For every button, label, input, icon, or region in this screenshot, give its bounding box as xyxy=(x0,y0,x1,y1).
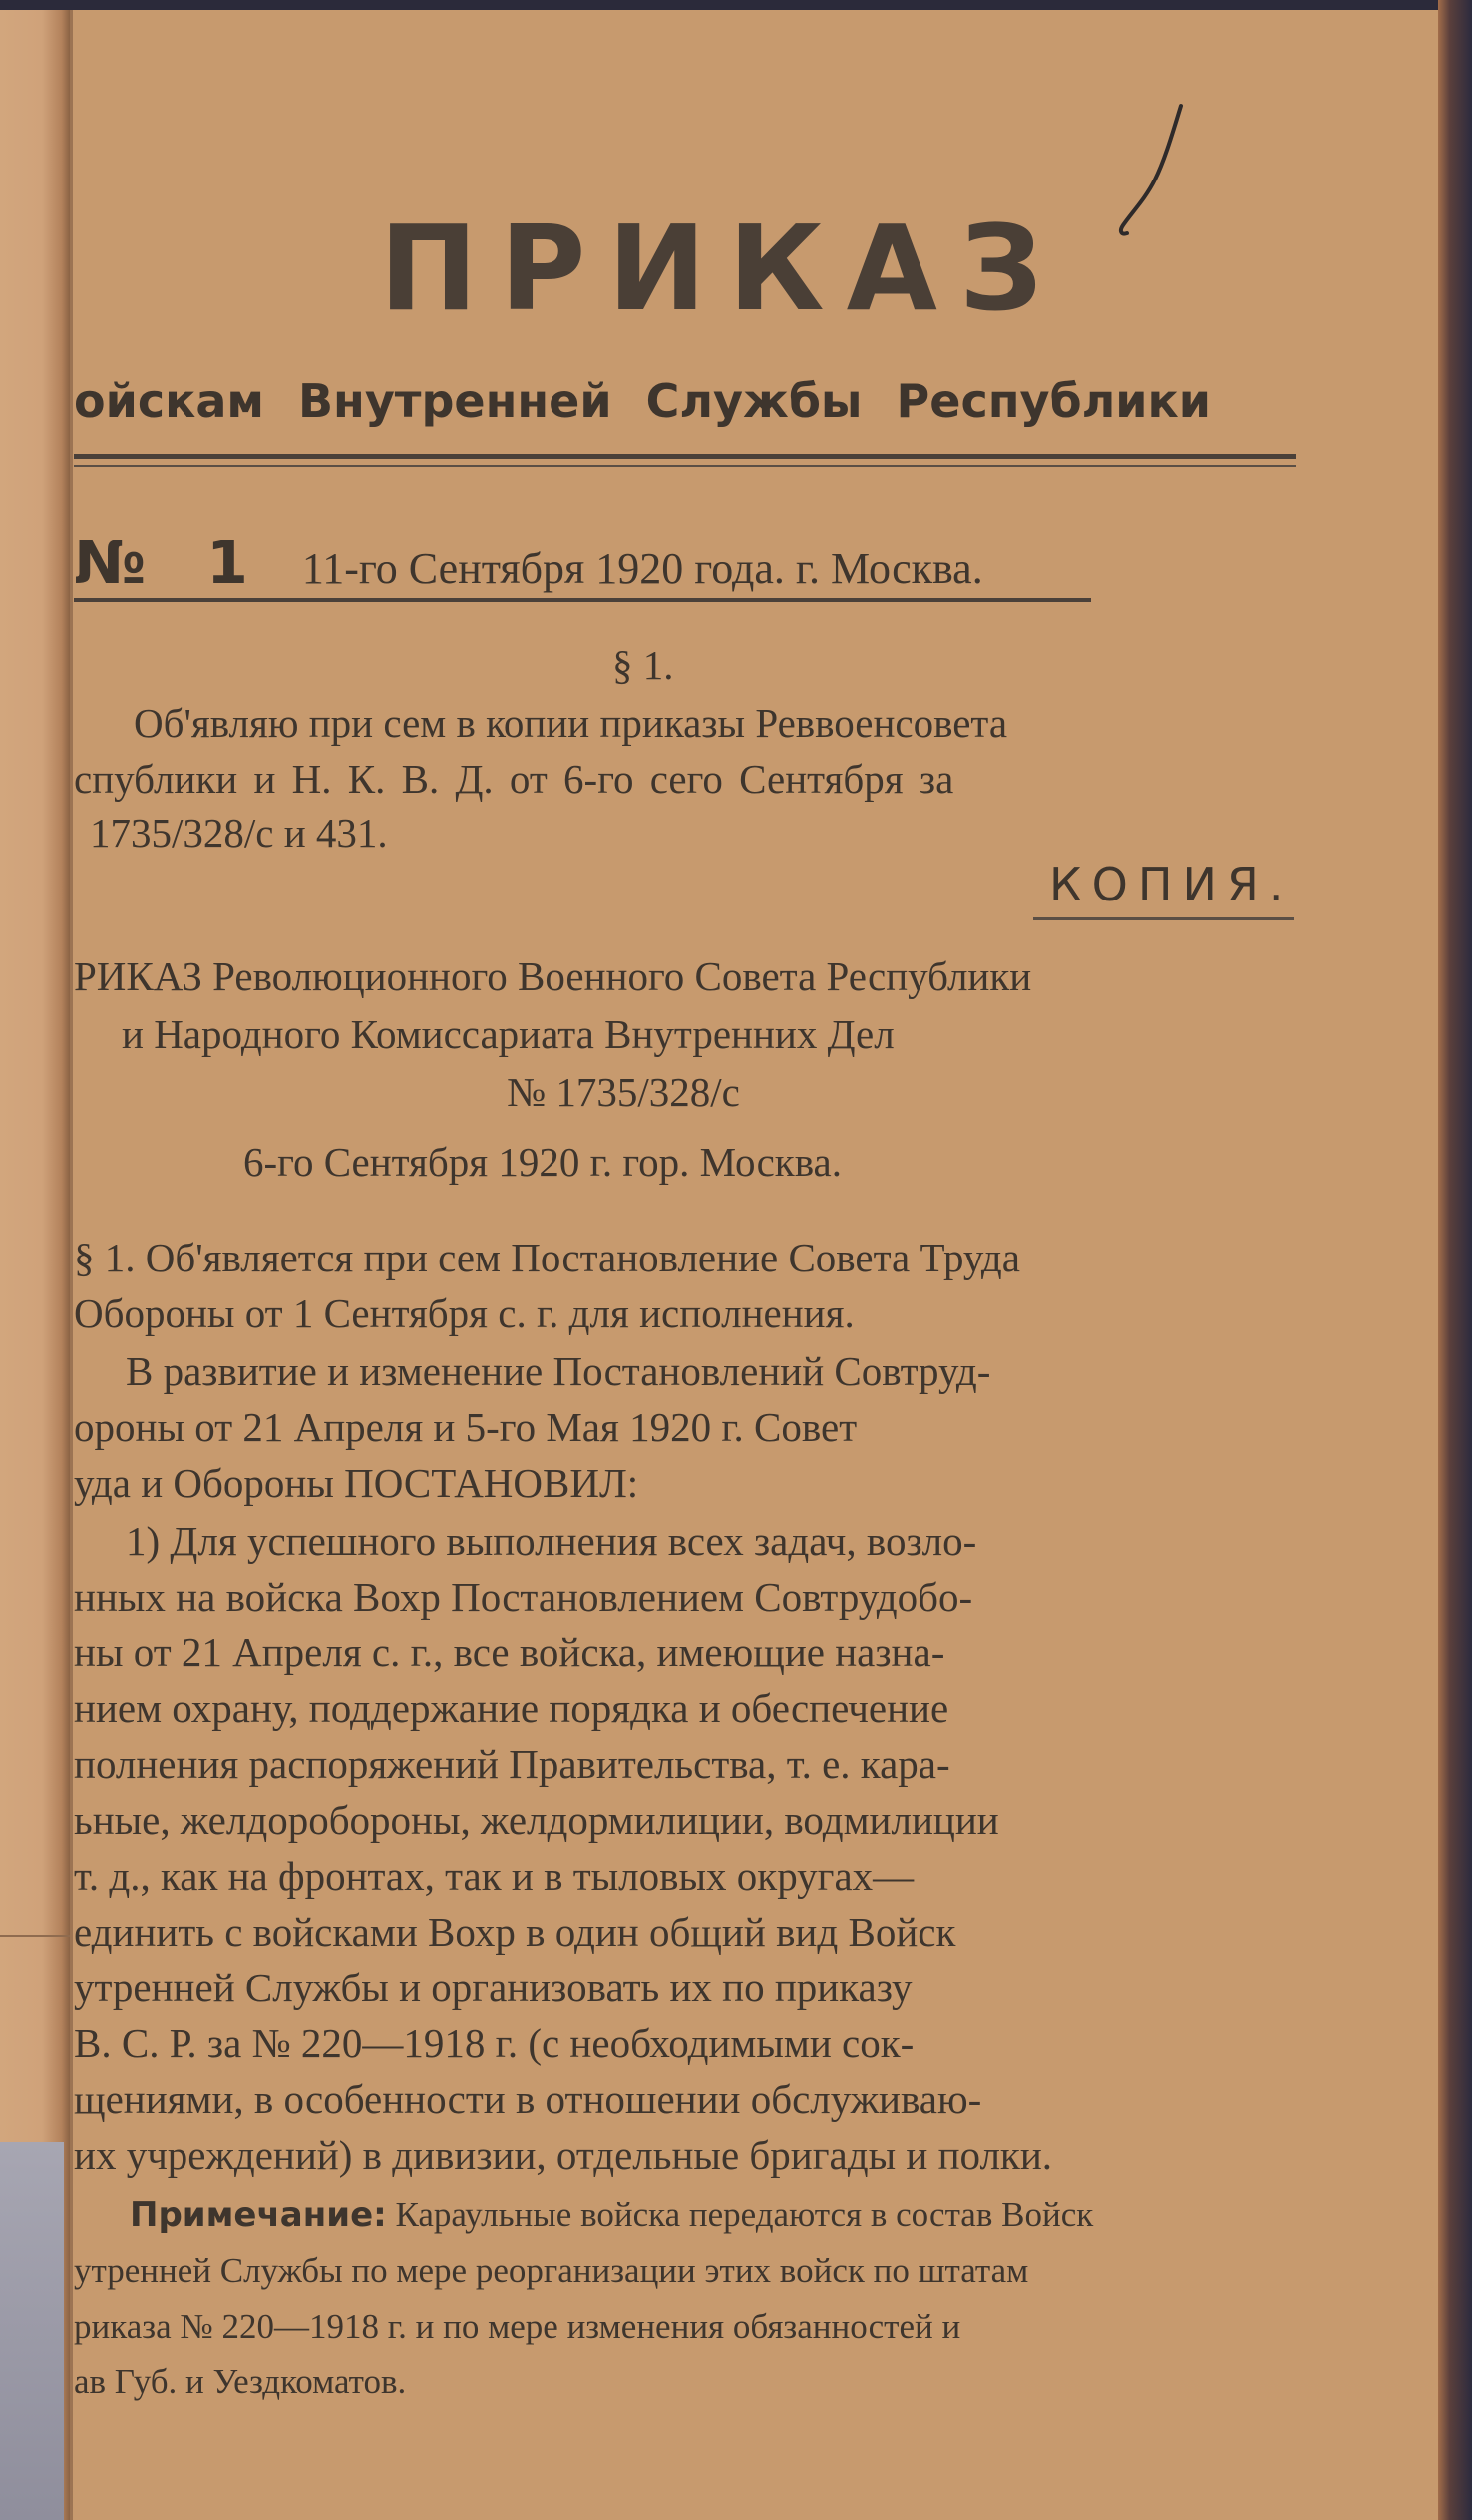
rule-under-number xyxy=(74,598,1091,602)
binding-tape xyxy=(0,2142,64,2520)
body-p3-line-11: щениями, в особенности в отношении обслуживаю- xyxy=(74,2076,982,2122)
note-line-4: ав Губ. и Уездкоматов. xyxy=(74,2362,407,2401)
note-line-3: риказа № 220—1918 г. и по мере изменения обязанностей и xyxy=(74,2307,961,2345)
note-line-1-text: Караульные войска передаются в состав Войск xyxy=(395,2195,1094,2234)
body-p3-line-7: т. д., как на фронтах, так и в тыловых округах— xyxy=(74,1853,915,1899)
order-heading-line-2: и Народного Комиссариата Внутренних Дел xyxy=(122,1011,895,1057)
scan-border-right xyxy=(1438,0,1472,2520)
rule-under-subtitle-thin xyxy=(74,465,1296,467)
body-p2-line-1: В развитие и изменение Постановлений Совтруд- xyxy=(126,1348,991,1394)
body-p3-line-2: нных на войска Вохр Постановлением Совтрудобо- xyxy=(74,1574,973,1620)
spine-crease xyxy=(0,1935,70,1937)
body-p3-line-8: единить с войсками Вохр в один общий вид Войск xyxy=(74,1909,956,1955)
section1-line-1: Об'являю при сем в копии приказы Реввоенсовета xyxy=(134,700,1008,746)
rule-under-copy xyxy=(1033,917,1294,920)
order-number-row xyxy=(74,529,983,598)
body-p3-line-6: ьные, желдоробороны, желдормилиции, водмилиции xyxy=(74,1797,999,1843)
handwritten-mark xyxy=(1111,102,1191,241)
body-p2-line-2: ороны от 21 Апреля и 5-го Мая 1920 г. Совет xyxy=(74,1404,858,1450)
body-p1-line-2: Обороны от 1 Сентября с. г. для исполнения. xyxy=(74,1290,855,1336)
body-p3-line-1: 1) Для успешного выполнения всех задач, возло- xyxy=(126,1518,977,1564)
body-p3-line-4: нием охрану, поддержание порядка и обеспечение xyxy=(74,1685,949,1731)
rule-under-subtitle xyxy=(74,454,1296,459)
note-line-1 xyxy=(130,2188,1093,2242)
page-edge xyxy=(70,0,73,2520)
order-number-copy: № 1735/328/с xyxy=(507,1069,740,1115)
body-p1-line-1: § 1. Об'является при сем Постановление Совета Труда xyxy=(74,1235,1020,1280)
note-label: Примечание: xyxy=(130,2195,387,2235)
note-line-2: утренней Службы по мере реорганизации этих войск по штатам xyxy=(74,2251,1029,2290)
order-date-copy: 6-го Сентября 1920 г. гор. Москва. xyxy=(243,1139,842,1185)
order-heading-line-1: РИКАЗ Революционного Военного Совета Республики xyxy=(74,953,1032,999)
body-p3-line-3: ны от 21 Апреля с. г., все войска, имеющие назна- xyxy=(74,1629,945,1675)
body-p3-line-10: В. С. Р. за № 220—1918 г. (с необходимыми сок- xyxy=(74,2020,915,2066)
section1-line-3: 1735/328/с и 431. xyxy=(90,810,388,856)
document-subtitle: ойскам Внутренней Службы Республики xyxy=(74,374,1211,428)
body-p3-line-9: утренней Службы и организовать их по приказу xyxy=(74,1965,913,2010)
body-p3-line-5: полнения распоряжений Правительства, т. е. кара- xyxy=(74,1741,950,1787)
section1-line-2: спублики и Н. К. В. Д. от 6-го сего Сентября за xyxy=(74,756,954,802)
body-p3-line-12: их учреждений) в дивизии, отдельные бригады и полки. xyxy=(74,2132,1053,2178)
document-page xyxy=(74,10,1438,2520)
copy-label: КОПИЯ. xyxy=(1049,858,1293,911)
order-number: № 1 xyxy=(74,529,268,598)
body-p2-line-3: уда и Обороны ПОСТАНОВИЛ: xyxy=(74,1460,639,1506)
order-date-place: 11-го Сентября 1920 года. г. Москва. xyxy=(301,544,983,593)
scan-border-top xyxy=(0,0,1472,10)
section1-mark: § 1. xyxy=(612,642,674,688)
document-title: ПРИКАЗ xyxy=(379,199,1065,337)
